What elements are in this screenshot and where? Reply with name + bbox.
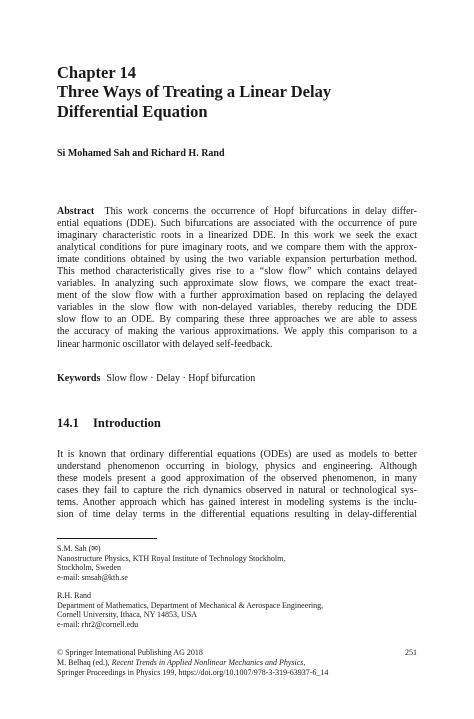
abstract-line: variables. In analyzing such approximate slow flows, we compare the exact treat- <box>57 278 417 290</box>
abstract-line: variables in the slow flow with non-delayed variables, thereby reducing the DDE <box>57 302 417 314</box>
introduction-paragraph <box>57 449 417 521</box>
intro-line: sion of time delay terms in the differential equations resulting in delay-differential <box>57 509 417 521</box>
keywords-text: Slow flow · Delay · Hopf bifurcation <box>106 373 256 384</box>
abstract-line: analytical conditions for pure imaginary roots, and we compare them with the approx- <box>57 242 417 254</box>
chapter-title-line: Three Ways of Treating a Linear Delay <box>57 82 332 101</box>
footnote-line: Nanostructure Physics, KTH Royal Institute of Technology Stockholm, <box>57 553 286 563</box>
section-title: Introduction <box>93 416 161 430</box>
footnote-line: e-mail: smsah@kth.se <box>57 572 128 582</box>
series-line: Springer Proceedings in Physics 199, https://doi.org/10.1007/978-3-319-63937-6_14 <box>57 668 329 677</box>
intro-line: tems. Another approach which has gained interest in modeling systems is the inclu- <box>57 497 417 509</box>
footnote-divider <box>57 538 157 539</box>
citation-prefix: M. Belhaq (ed.), <box>57 658 112 667</box>
footnote-line: Stockholm, Sweden <box>57 563 121 573</box>
footnote-line: e-mail: rhr2@cornell.edu <box>57 619 139 629</box>
chapter-title <box>57 82 417 121</box>
chapter-title-line: Differential Equation <box>57 101 208 121</box>
book-title: Recent Trends in Applied Nonlinear Mechanics and Physics <box>111 658 304 667</box>
abstract <box>57 206 417 351</box>
section-number: 14.1 <box>57 416 79 430</box>
abstract-text: This work concerns the occurrence of Hopf bifurcations in delay differ- <box>104 206 418 217</box>
intro-line: these models present a good approximation of the observed phenomenon, in many <box>57 473 417 485</box>
abstract-line: ment of the slow flow with a further approximation based on replacing the delayed <box>57 290 417 302</box>
publication-info <box>57 648 417 678</box>
footnote-author-sah <box>57 544 417 582</box>
citation-suffix: , <box>303 658 306 667</box>
abstract-label: Abstract <box>57 206 95 217</box>
intro-line: understand phenomenon occurring in biology, physics and engineering. Although <box>57 461 417 473</box>
keywords <box>57 373 417 385</box>
chapter-label: Chapter 14 <box>57 63 136 82</box>
abstract-line: linear harmonic oscillator with delayed self-feedback. <box>57 338 273 350</box>
section-heading <box>57 416 417 431</box>
copyright: © Springer International Publishing AG 2018 <box>57 648 203 657</box>
abstract-line <box>57 206 417 218</box>
intro-line: cases they fail to capture the rich dynamics observed in natural or technological sys- <box>57 485 417 497</box>
abstract-line: This method characteristically gives rise to a “slow flow” which contains delayed <box>57 266 417 278</box>
intro-line: It is known that ordinary differential equations (ODEs) are used as models to better <box>57 449 417 460</box>
footnote-line: R.H. Rand <box>57 591 91 600</box>
abstract-line: ential equations (DDE). Such bifurcations are associated with the occurrence of pure <box>57 218 417 230</box>
abstract-line: imaginary characteristic roots in a linearized DDE. In this work we seek the exact <box>57 230 417 242</box>
footnote-line: Department of Mathematics, Department of Mechanical & Aerospace Engineering, <box>57 600 324 610</box>
footnote-author-rand <box>57 591 417 629</box>
citation-line <box>57 658 417 668</box>
authors: Si Mohamed Sah and Richard H. Rand <box>57 148 225 159</box>
abstract-line: slow flow to an ODE. By comparing these three approaches we are able to assess <box>57 314 417 326</box>
page-number: 251 <box>405 648 417 657</box>
abstract-line: imate conditions obtained by using the two variable expansion perturbation method. <box>57 254 417 266</box>
abstract-line: the accuracy of making the various approximations. We apply this comparison to a <box>57 326 417 338</box>
footnote-line: S.M. Sah (✉) <box>57 544 101 553</box>
keywords-label: Keywords <box>57 373 101 384</box>
footnote-line: Cornell University, Ithaca, NY 14853, USA <box>57 610 198 620</box>
